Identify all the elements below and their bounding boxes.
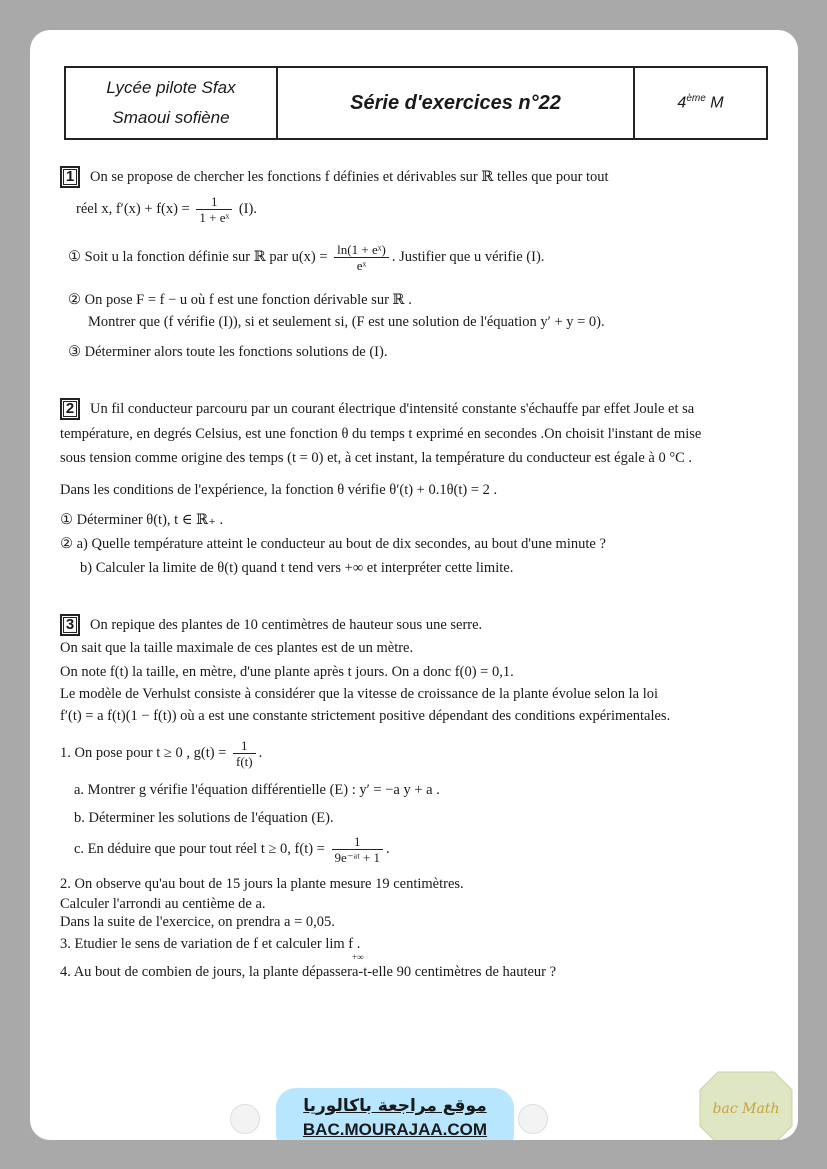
site-logo-left-icon <box>230 1104 260 1134</box>
ex1-q1: ① Soit u la fonction définie sur ℝ par u(x) = $\frac{\text{ln(1 + eˣ)}}{\text{eˣ}}$ . Justifier que u vérifie (I). <box>68 242 545 273</box>
header-table <box>64 66 768 140</box>
badge-text: bac Math <box>712 1101 780 1117</box>
series-title: Série d'exercices n°22 <box>350 91 561 114</box>
ex2-q2a: ② a) Quelle température atteint le conducteur au bout de dix secondes, au bout d'une minute ? <box>60 536 606 552</box>
ex3-q1b: b. Déterminer les solutions de l'équation (E). <box>74 810 334 826</box>
bac-math-badge <box>698 1070 794 1140</box>
ex3-q2a: 2. On observe qu'au bout de 15 jours la plante mesure 19 centimètres. <box>60 876 464 892</box>
ex3-line2: On sait que la taille maximale de ces plantes est de un mètre. <box>60 640 414 656</box>
ex1-q2a: ② On pose F = f − u où f est une fonction dérivable sur ℝ . <box>68 292 412 308</box>
ex3-q1a: a. Montrer g vérifie l'équation différentielle (E) : y′ = −a y + a . <box>74 782 440 798</box>
header-title-cell <box>278 68 635 138</box>
lim-subscript: +∞ <box>352 952 364 962</box>
level-label: 4ème M <box>677 93 724 112</box>
ex2-line1: 2 Un fil conducteur parcouru par un courant électrique d'intensité constante s'échauffe par effet Joule et sa <box>60 398 694 420</box>
ex3-q1c: c. En déduire que pour tout réel t ≥ 0, f(t) = $\frac{1}{\text{9e⁻ᵃᵗ + 1}}$ . <box>74 834 390 865</box>
header-level-cell <box>635 68 766 138</box>
ex1-number: 1 <box>60 166 80 188</box>
ex3-q1: 1. On pose pour t ≥ 0 , g(t) = $\frac{1}{f(t)}$ . <box>60 738 263 769</box>
ex2-number: 2 <box>60 398 80 420</box>
ex2-line3: sous tension comme origine des temps (t = 0) et, à cet instant, la température du conducteur est égale à 0 °C . <box>60 450 693 466</box>
document-page <box>30 30 798 1140</box>
ex2-q1: ① Déterminer θ(t), t ∈ ℝ₊ . <box>60 512 224 528</box>
ex1-q3: ③ Déterminer alors toute les fonctions solutions de (I). <box>68 344 388 360</box>
ex3-q2b: Calculer l'arrondi au centième de a. <box>60 896 266 912</box>
footer-url-link[interactable]: BAC.MOURAJAA.COM <box>302 1120 488 1139</box>
ex1-intro: 1 On se propose de chercher les fonctions f définies et dérivables sur ℝ telles que pour tout <box>60 166 609 188</box>
footer-banner[interactable] <box>276 1088 514 1140</box>
ex3-line3: On note f(t) la taille, en mètre, d'une plante après t jours. On a donc f(0) = 0,1. <box>60 664 514 680</box>
ex3-line4: Le modèle de Verhulst consiste à considérer que la vitesse de croissance de la plante évolue selon la loi <box>60 686 659 702</box>
ex3-line5: f′(t) = a f(t)(1 − f(t)) où a est une constante strictement positive dépendant des conditions expérimentales. <box>60 708 671 724</box>
header-school-cell <box>66 68 278 138</box>
ex1-q2b: Montrer que (f vérifie (I)), si et seulement si, (F est une solution de l'équation y′ + y = 0). <box>88 314 605 330</box>
ex3-line1: 3 On repique des plantes de 10 centimètres de hauteur sous une serre. <box>60 614 482 636</box>
ex1-equation: réel x, f′(x) + f(x) = $\frac{1}{\text{1 + eˣ}}$ (I). <box>76 194 257 225</box>
ex3-number: 3 <box>60 614 80 636</box>
ex3-q3: 3. Etudier le sens de variation de f et calculer lim f . +∞ <box>60 936 364 962</box>
footer-arabic-title: موقع مراجعة باكالوريا <box>303 1096 487 1116</box>
ex3-q2c: Dans la suite de l'exercice, on prendra a = 0,05. <box>60 914 335 930</box>
ex3-q4: 4. Au bout de combien de jours, la plante dépassera-t-elle 90 centimètres de hauteur ? <box>60 964 557 980</box>
ex2-line4: Dans les conditions de l'expérience, la fonction θ vérifie θ′(t) + 0.1θ(t) = 2 . <box>60 482 498 498</box>
site-logo-right-icon <box>518 1104 548 1134</box>
school-name: Lycée pilote Sfax <box>106 78 236 97</box>
teacher-name: Smaoui sofiène <box>112 108 230 127</box>
ex2-line2: température, en degrés Celsius, est une fonction θ du temps t exprimé en secondes .On choisit l'instant de mise <box>60 426 702 442</box>
ex2-q2b: b) Calculer la limite de θ(t) quand t tend vers +∞ et interpréter cette limite. <box>80 560 514 576</box>
